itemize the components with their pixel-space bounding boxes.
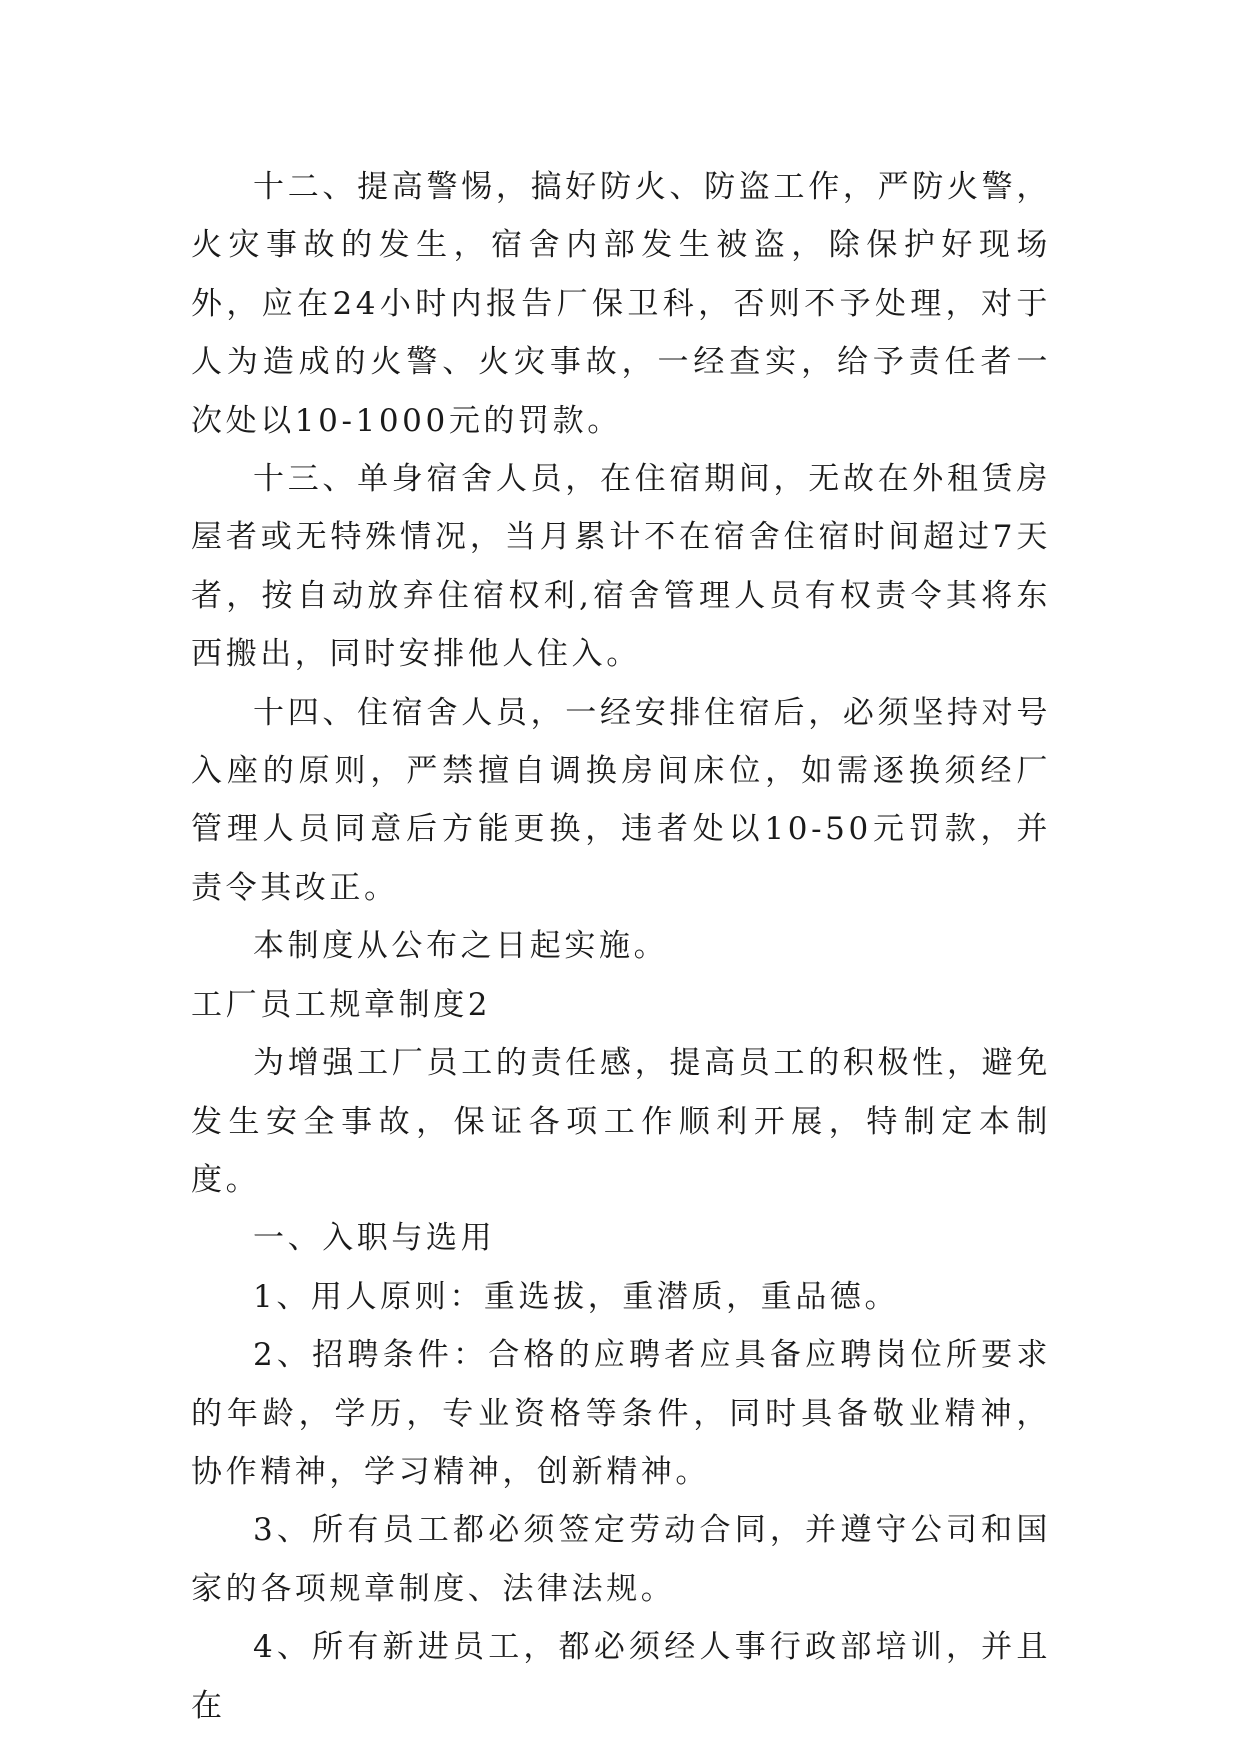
list-item: 3、所有员工都必须签定劳动合同，并遵守公司和国家的各项规章制度、法律法规。 [191,1512,1051,1607]
paragraph-rule-14: 十四、住宿舍人员，一经安排住宿后，必须坚持对号入座的原则，严禁擅自调换房间床位，如需逐换须经厂管理人员同意后方能更换，违者处以10-50元罚款，并责令其改正。 [191,694,1051,906]
list-item: 4、所有新进员工，都必须经人事行政部培训，并且在 [191,1629,1051,1724]
paragraph-rule-12: 十二、提高警惕，搞好防火、防盗工作，严防火警，火灾事故的发生，宿舍内部发生被盗，除保护好现场外，应在24小时内报告厂保卫科，否则不予处理，对于人为造成的火警、火灾事故，一经查实，给予责任者一次处以10-1000元的罚款。 [191,169,1051,439]
section-heading: 工厂员工规章制度2 [191,986,492,1023]
paragraph-rule-13: 十三、单身宿舍人员，在住宿期间，无故在外租赁房屋者或无特殊情况，当月累计不在宿舍住宿时间超过7天者，按自动放弃住宿权利,宿舍管理人员有权责令其将东西搬出，同时安排他人住入。 [191,461,1051,673]
subsection-heading: 一、入职与选用 [253,1220,496,1257]
list-item: 1、用人原则：重选拔，重潜质，重品德。 [253,1278,900,1315]
document-body [191,158,1051,1735]
paragraph-effective-date: 本制度从公布之日起实施。 [253,928,669,965]
list-item: 2、招聘条件：合格的应聘者应具备应聘岗位所要求的年龄，学历，专业资格等条件，同时具备敬业精神，协作精神，学习精神，创新精神。 [191,1337,1051,1490]
paragraph-intro: 为增强工厂员工的责任感，提高员工的积极性，避免发生安全事故，保证各项工作顺利开展，特制定本制度。 [191,1045,1051,1198]
